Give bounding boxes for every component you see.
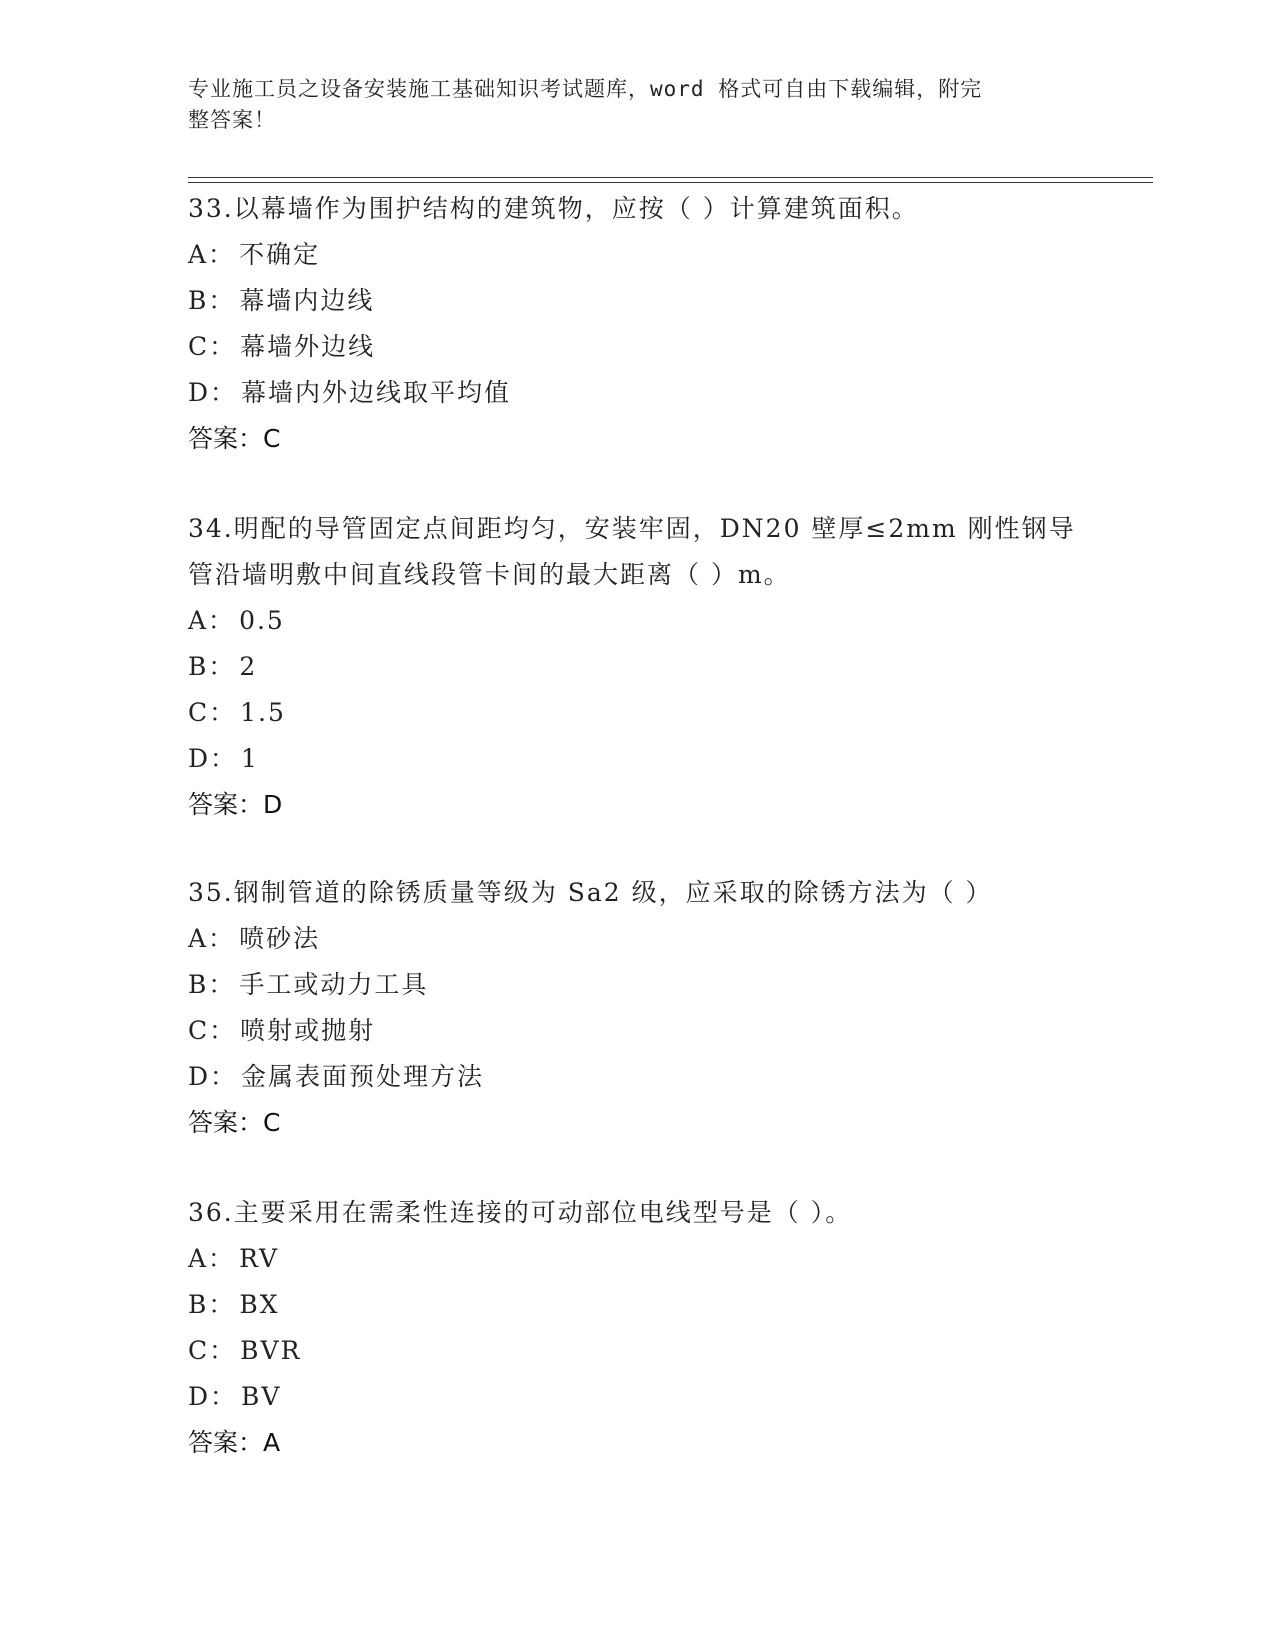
option-letter: A： <box>188 240 236 269</box>
option-b <box>188 962 1088 1008</box>
question-stem-line-1: 34.明配的导管固定点间距均匀，安装牢固，DN20 壁厚≤2mm 刚性钢导 <box>188 514 1076 543</box>
option-text: 不确定 <box>239 240 321 269</box>
question-stem: 35.钢制管道的除锈质量等级为 Sa2 级，应采取的除锈方法为（ ） <box>188 878 993 907</box>
option-text: BV <box>241 1382 282 1411</box>
option-letter: B： <box>188 652 236 681</box>
header-line-1: 专业施工员之设备安装施工基础知识考试题库，word 格式可自由下载编辑，附完 <box>188 77 983 101</box>
option-b <box>188 278 1088 324</box>
question-stem-line-2: 管沿墙明敷中间直线段管卡间的最大距离（ ）m。 <box>188 560 791 589</box>
question-stem: 36.主要采用在需柔性连接的可动部位电线型号是（ ）。 <box>188 1198 853 1227</box>
option-text: BVR <box>240 1336 302 1365</box>
option-d <box>188 370 1088 416</box>
option-d <box>188 736 1088 782</box>
option-text: 幕墙内边线 <box>239 286 375 315</box>
option-text: 幕墙内外边线取平均值 <box>241 378 512 407</box>
option-text: BX <box>239 1290 280 1319</box>
option-c <box>188 324 1088 370</box>
option-text: 2 <box>239 652 258 681</box>
answer-line: 答案：C <box>188 424 281 453</box>
option-b <box>188 1282 1088 1328</box>
option-text: 1 <box>241 744 259 773</box>
option-letter: D： <box>188 378 238 407</box>
option-letter: C： <box>188 1016 237 1045</box>
answer-line: 答案：D <box>188 790 283 819</box>
option-letter: C： <box>188 698 237 727</box>
question-33 <box>188 186 1088 462</box>
option-text: 手工或动力工具 <box>239 970 429 999</box>
option-d <box>188 1374 1088 1420</box>
option-d <box>188 1054 1088 1100</box>
option-c <box>188 1328 1088 1374</box>
header-line-2: 整答案！ <box>188 108 276 132</box>
document-header <box>188 74 1088 136</box>
option-letter: A： <box>188 924 236 953</box>
question-35 <box>188 870 1088 1146</box>
option-text: 喷射或抛射 <box>240 1016 376 1045</box>
option-letter: A： <box>188 606 236 635</box>
option-c <box>188 690 1088 736</box>
option-a <box>188 598 1088 644</box>
header-divider-top <box>188 177 1153 178</box>
option-a <box>188 916 1088 962</box>
answer-line: 答案：A <box>188 1428 281 1457</box>
option-letter: D： <box>188 1062 238 1091</box>
question-34 <box>188 506 1088 828</box>
answer-line: 答案：C <box>188 1108 281 1137</box>
question-36 <box>188 1190 1088 1466</box>
option-letter: D： <box>188 744 238 773</box>
option-text: 1.5 <box>240 698 286 727</box>
option-text: 幕墙外边线 <box>240 332 376 361</box>
header-divider-bottom <box>188 182 1153 183</box>
option-text: 喷砂法 <box>239 924 321 953</box>
option-text: 0.5 <box>239 606 285 635</box>
option-text: RV <box>239 1244 280 1273</box>
option-text: 金属表面预处理方法 <box>241 1062 485 1091</box>
option-letter: B： <box>188 970 236 999</box>
option-letter: D： <box>188 1382 238 1411</box>
option-b <box>188 644 1088 690</box>
option-c <box>188 1008 1088 1054</box>
option-letter: C： <box>188 1336 237 1365</box>
option-a <box>188 232 1088 278</box>
option-letter: B： <box>188 286 236 315</box>
option-a <box>188 1236 1088 1282</box>
option-letter: B： <box>188 1290 236 1319</box>
question-stem: 33.以幕墙作为围护结构的建筑物，应按（ ）计算建筑面积。 <box>188 194 919 223</box>
option-letter: A： <box>188 1244 236 1273</box>
option-letter: C： <box>188 332 237 361</box>
